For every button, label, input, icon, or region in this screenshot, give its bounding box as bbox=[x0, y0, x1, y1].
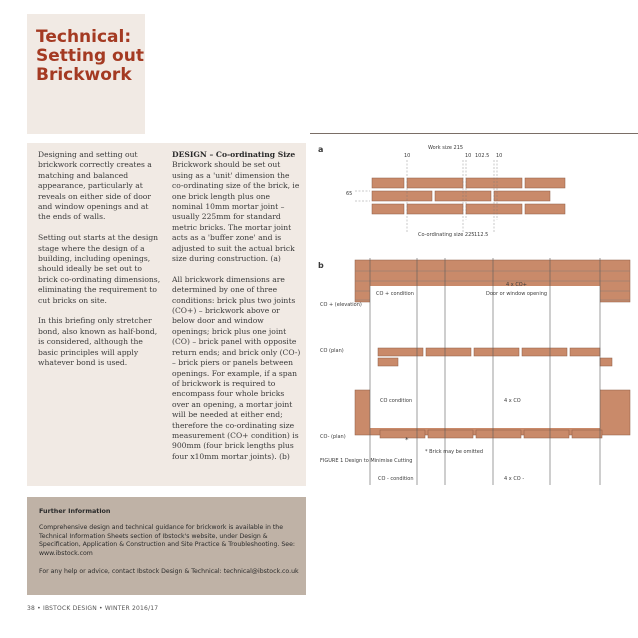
further-information-contact: For any help or advice, contact Ibstock Design & Technical: technical@ibstock.co.uk bbox=[39, 568, 299, 575]
half-brick-label: 102.5 bbox=[475, 153, 490, 159]
further-information-body: Comprehensive design and technical guidance for brickwork is available in the Technical Information Sheets section of Ibstock's website, under Design & Specification, Application & Construction and Site Practice & Troubleshooting. See: www.ibstock.com bbox=[39, 524, 295, 557]
height-label: 65 bbox=[346, 191, 353, 197]
co-plus-condition-label: CO + condition bbox=[376, 291, 414, 297]
paragraph: Setting out starts at the design stage where the design of a building, including openings, should ideally be set out to brick co-ordinating dimensions, eliminating the requirement to cut bricks on site. bbox=[38, 233, 161, 305]
further-information-title: Further Information bbox=[39, 507, 111, 515]
figure-caption: FIGURE 1 Design to Minimise Cutting bbox=[320, 458, 413, 464]
column-two bbox=[172, 150, 302, 473]
co-minus-condition-label: CO - condition bbox=[378, 476, 414, 482]
title-line-3: Brickwork bbox=[36, 65, 132, 85]
brickwork-diagram bbox=[310, 140, 638, 490]
co-condition-label: CO condition bbox=[380, 398, 413, 404]
co-plan-label: CO (plan) bbox=[320, 348, 344, 354]
paragraph: All brickwork dimensions are determined by one of three conditions: brick plus two joints (CO+) – brickwork above or below door and window openings; brick plus one joint (CO) – brick panel with opposite return ends; and brick only (CO-) – brick piers or panels between openings. For example, if a span of brickwork is required to encompass four whole bricks over an opening, a mortar joint will be needed at either end; therefore the co-ordinating size measurement (CO+ condition) is 900mm (four brick lengths plus four x10mm mortar joints). (b) bbox=[172, 274, 301, 461]
page-title bbox=[36, 28, 144, 85]
co-plus-elevation-label: CO + (elevation) bbox=[320, 302, 362, 308]
further-information-box bbox=[27, 497, 306, 595]
diagram-a-bricks bbox=[372, 178, 565, 214]
brick-omitted-note: * Brick may be omitted bbox=[425, 449, 484, 455]
header-rule bbox=[310, 133, 638, 134]
asterisk-mark: * bbox=[405, 436, 409, 444]
four-co-minus-label: 4 x CO - bbox=[504, 476, 525, 482]
diagram-a-label: a bbox=[318, 145, 324, 154]
column-heading: DESIGN – Co-ordinating Size bbox=[172, 150, 296, 159]
page-footer: 38 • IBSTOCK DESIGN • WINTER 2016/17 bbox=[27, 605, 159, 612]
joint-label: 10 bbox=[465, 153, 472, 159]
title-line-1: Technical: bbox=[36, 27, 132, 47]
door-window-opening-label: Door or window opening bbox=[486, 291, 548, 297]
column-one bbox=[38, 150, 162, 379]
co-minus-plan-label: CO- (plan) bbox=[320, 434, 346, 440]
paragraph: Brickwork should be set out using as a 'unit' dimension the co-ordinating size of the brick, ie one brick length plus one nominal 10mm mortar joint – usually 225mm for standard metric bricks. The mortar joint acts as a 'buffer zone' and is adjusted to suit the actual brick size during construction. (a) bbox=[172, 160, 300, 264]
diagram-b-elevation-bricks bbox=[355, 260, 630, 435]
work-size-label: Work size 215 bbox=[428, 145, 464, 151]
paragraph: Designing and setting out brickwork correctly creates a matching and balanced appearance, particularly at reveals on either side of door and window openings and at the ends of walls. bbox=[38, 150, 152, 222]
half-coordinating-label: 112.5 bbox=[474, 232, 489, 238]
joint-label: 10 bbox=[496, 153, 503, 159]
four-co-label: 4 x CO bbox=[504, 398, 521, 404]
joint-label: 10 bbox=[404, 153, 411, 159]
paragraph: In this briefing only stretcher bond, also known as half-bond, is considered, although the basic principles will apply whatever bond is used. bbox=[38, 316, 158, 368]
title-line-2: Setting out bbox=[36, 46, 144, 66]
coordinating-size-label: Co-ordinating size 225 bbox=[418, 232, 475, 238]
diagram-b-label: b bbox=[318, 261, 324, 270]
four-co-plus-label: 4 x CO+ bbox=[506, 282, 527, 288]
